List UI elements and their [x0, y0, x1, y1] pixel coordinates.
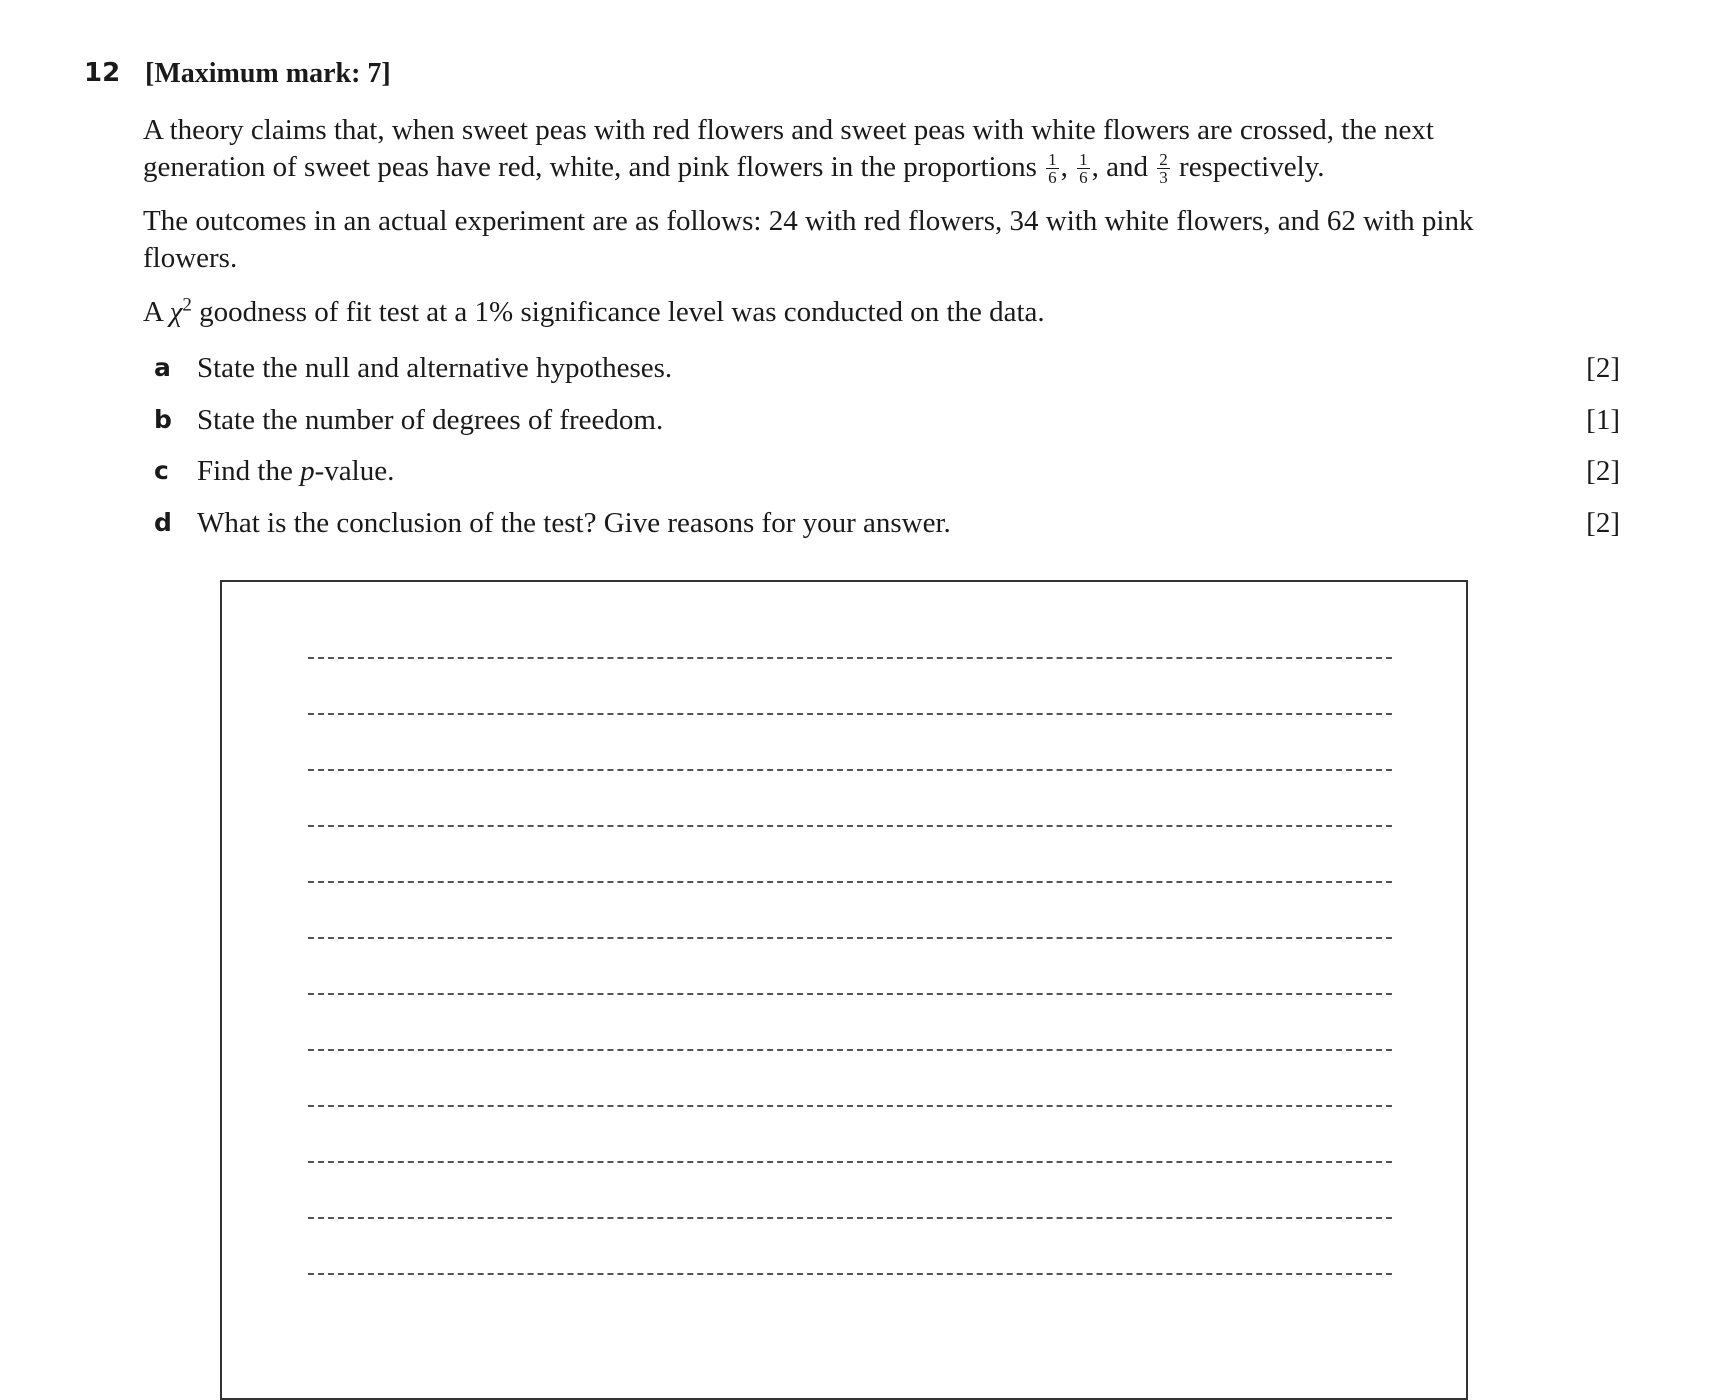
maximum-mark: [Maximum mark: 7] — [145, 58, 391, 89]
theory-line-2-end: respectively. — [1179, 151, 1325, 183]
part-marks: [2] — [1586, 507, 1620, 539]
part-c — [150, 451, 1620, 491]
answer-line[interactable] — [308, 993, 1392, 995]
answer-line[interactable] — [308, 881, 1392, 883]
separator-1: , — [1060, 151, 1068, 183]
part-marks: [2] — [1586, 352, 1620, 384]
part-letter: b — [154, 405, 172, 434]
chi-superscript: 2 — [182, 294, 192, 316]
question-number: 12 — [84, 58, 121, 88]
answer-box[interactable] — [220, 580, 1468, 1400]
fraction-pink-denominator: 3 — [1159, 168, 1168, 188]
theory-line-1: A theory claims that, when sweet peas with red flowers and sweet peas with white flowers are crossed, the next — [143, 114, 1434, 146]
part-letter: d — [154, 508, 172, 537]
part-letter: c — [154, 456, 169, 485]
fraction-pink-numerator: 2 — [1159, 150, 1168, 170]
part-marks: [1] — [1586, 404, 1620, 436]
test-suffix: goodness of fit test at a 1% significance level was conducted on the data. — [199, 296, 1045, 328]
answer-line[interactable] — [308, 1105, 1392, 1107]
part-text: State the number of degrees of freedom. — [197, 404, 664, 436]
part-marks: [2] — [1586, 455, 1620, 487]
answer-line[interactable] — [308, 1161, 1392, 1163]
part-text: State the null and alternative hypotheses. — [197, 352, 673, 384]
part-text-after: -value. — [314, 455, 395, 487]
answer-line[interactable] — [308, 713, 1392, 715]
part-d — [150, 503, 1620, 543]
part-letter: a — [154, 353, 171, 382]
p-variable: p — [300, 455, 315, 487]
fraction-white-numerator: 1 — [1079, 150, 1088, 170]
part-a — [150, 348, 1620, 388]
test-paragraph — [143, 294, 1543, 331]
part-text: What is the conclusion of the test? Give reasons for your answer. — [197, 507, 951, 539]
answer-line[interactable] — [308, 769, 1392, 771]
answer-line[interactable] — [308, 937, 1392, 939]
fraction-white — [1077, 151, 1090, 186]
fraction-red-numerator: 1 — [1048, 150, 1057, 170]
part-text-before: Find the — [197, 455, 293, 487]
fraction-pink — [1157, 151, 1170, 186]
answer-line[interactable] — [308, 1273, 1392, 1275]
test-prefix: A — [143, 296, 163, 328]
answer-line[interactable] — [308, 657, 1392, 659]
separator-2: , and — [1091, 151, 1149, 183]
outcomes-paragraph: The outcomes in an actual experiment are as follows: 24 with red flowers, 34 with white flowers, and 62 with pink flowers. — [143, 205, 1474, 274]
answer-line[interactable] — [308, 1049, 1392, 1051]
fraction-white-denominator: 6 — [1079, 168, 1088, 188]
part-text — [197, 451, 394, 491]
theory-line-2-start: generation of sweet peas have red, white, and pink flowers in the proportions — [143, 151, 1037, 183]
answer-line[interactable] — [308, 825, 1392, 827]
part-b — [150, 400, 1620, 440]
answer-line[interactable] — [308, 1217, 1392, 1219]
theory-paragraph — [143, 112, 1543, 186]
fraction-red-denominator: 6 — [1048, 168, 1057, 188]
fraction-red — [1046, 151, 1059, 186]
chi-symbol: χ — [169, 296, 183, 328]
